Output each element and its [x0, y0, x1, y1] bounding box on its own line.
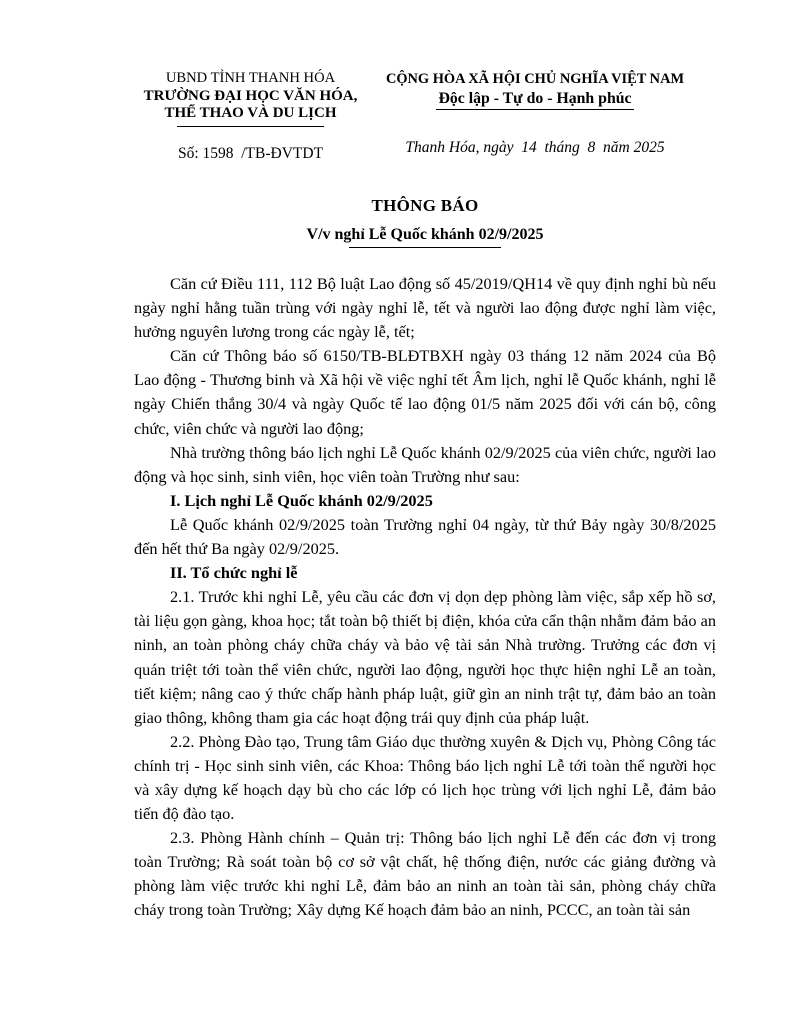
title-block: [134, 196, 716, 248]
org-underline-rule: [177, 126, 324, 127]
paragraph-holiday-duration: Lễ Quốc khánh 02/9/2025 toàn Trường nghỉ 04 ngày, từ thứ Bảy ngày 30/8/2025 đến hết thứ Ba ngày 02/9/2025.: [134, 514, 716, 559]
document-subject: V/v nghỉ Lễ Quốc khánh 02/9/2025: [306, 226, 544, 243]
paragraph-2-3-admin-office: 2.3. Phòng Hành chính – Quản trị: Thông báo lịch nghỉ Lễ đến các đơn vị trong toàn Trường; Rà soát toàn bộ cơ sở vật chất, hệ thống điện, nước các giảng đường và phòng làm việc trước khi nghỉ Lễ, đảm bảo an ninh an toàn tài sản, phòng cháy chữa cháy trong toàn Trường; Xây dựng Kế hoạch đảm bảo an ninh, PCCC, an toàn tài sản: [134, 828, 716, 920]
national-motto: Độc lập - Tự do - Hạnh phúc: [436, 89, 633, 110]
document-number: Số: 1598 /TB-ĐVTDT: [177, 144, 324, 162]
paragraph-2-2-training-units: 2.2. Phòng Đào tạo, Trung tâm Giáo dục thường xuyên & Dịch vụ, Phòng Công tác chính trị - Học sinh sinh viên, các Khoa: Thông báo lịch nghỉ Lễ tới toàn thể người học và xây dựng kế hoạch dạy bù cho các lớp có lịch học trùng với lịch nghỉ Lễ, đảm bảo tiến độ đào tạo.: [134, 731, 716, 824]
org-name-line1: TRƯỜNG ĐẠI HỌC VĂN HÓA,: [143, 87, 358, 104]
issuing-org-block: [128, 70, 373, 163]
paragraph-legal-basis-2: Căn cứ Thông báo số 6150/TB-BLĐTBXH ngày 03 tháng 12 năm 2024 của Bộ Lao động - Thương binh và Xã hội về việc nghỉ tết Âm lịch, nghỉ lễ Quốc khánh, nghỉ lễ ngày Chiến thắng 30/4 và ngày Quốc tế lao động 01/5 năm 2025 đối với cán bộ, công chức, viên chức và người lao động;: [134, 346, 716, 438]
paragraph-2-1-units-duties: 2.1. Trước khi nghỉ Lễ, yêu cầu các đơn vị dọn dẹp phòng làm việc, sắp xếp hồ sơ, tài liệu gọn gàng, khoa học; tắt toàn bộ thiết bị điện, khóa cửa cẩn thận nhằm đảm bảo an ninh, an toàn phòng cháy chữa cháy và bảo vệ tài sản Nhà trường. Trưởng các đơn vị quán triệt tới toàn thể viên chức, người lao động, người học thực hiện nghỉ Lễ an toàn, tiết kiệm; nâng cao ý thức chấp hành pháp luật, giữ gìn an ninh trật tự, đảm bảo an toàn giao thông, không tham gia các hoạt động trái quy định của pháp luật.: [134, 587, 716, 727]
national-title: CỘNG HÒA XÃ HỘI CHỦ NGHĨA VIỆT NAM: [385, 71, 685, 87]
national-motto-wrap: [376, 89, 694, 110]
section-heading-organization: II. Tổ chức nghỉ lễ: [170, 563, 298, 583]
paragraph-announcement-intro: Nhà trường thông báo lịch nghỉ Lễ Quốc khánh 02/9/2025 của viên chức, người lao động và học sinh, sinh viên, học viên toàn Trường như sau:: [134, 442, 716, 486]
section-heading-holiday-schedule: I. Lịch nghỉ Lễ Quốc khánh 02/9/2025: [170, 490, 433, 510]
place-date-line: Thanh Hóa, ngày 14 tháng 8 năm 2025: [405, 139, 665, 156]
document-body: [134, 272, 716, 923]
paragraph-legal-basis-1: Căn cứ Điều 111, 112 Bộ luật Lao động số 45/2019/QH14 về quy định nghỉ bù nếu ngày nghỉ hằng tuần trùng với ngày nghỉ lễ, tết và người lao động được nghỉ làm việc, hưởng nguyên lương trong các ngày lễ, tết;: [134, 274, 716, 342]
parent-agency: UBND TỈNH THANH HÓA: [165, 70, 336, 86]
national-header-block: [376, 70, 694, 157]
subject-underline-rule: [349, 247, 501, 248]
document-title: THÔNG BÁO: [371, 196, 479, 215]
org-name-line2: THỂ THAO VÀ DU LỊCH: [164, 105, 337, 121]
